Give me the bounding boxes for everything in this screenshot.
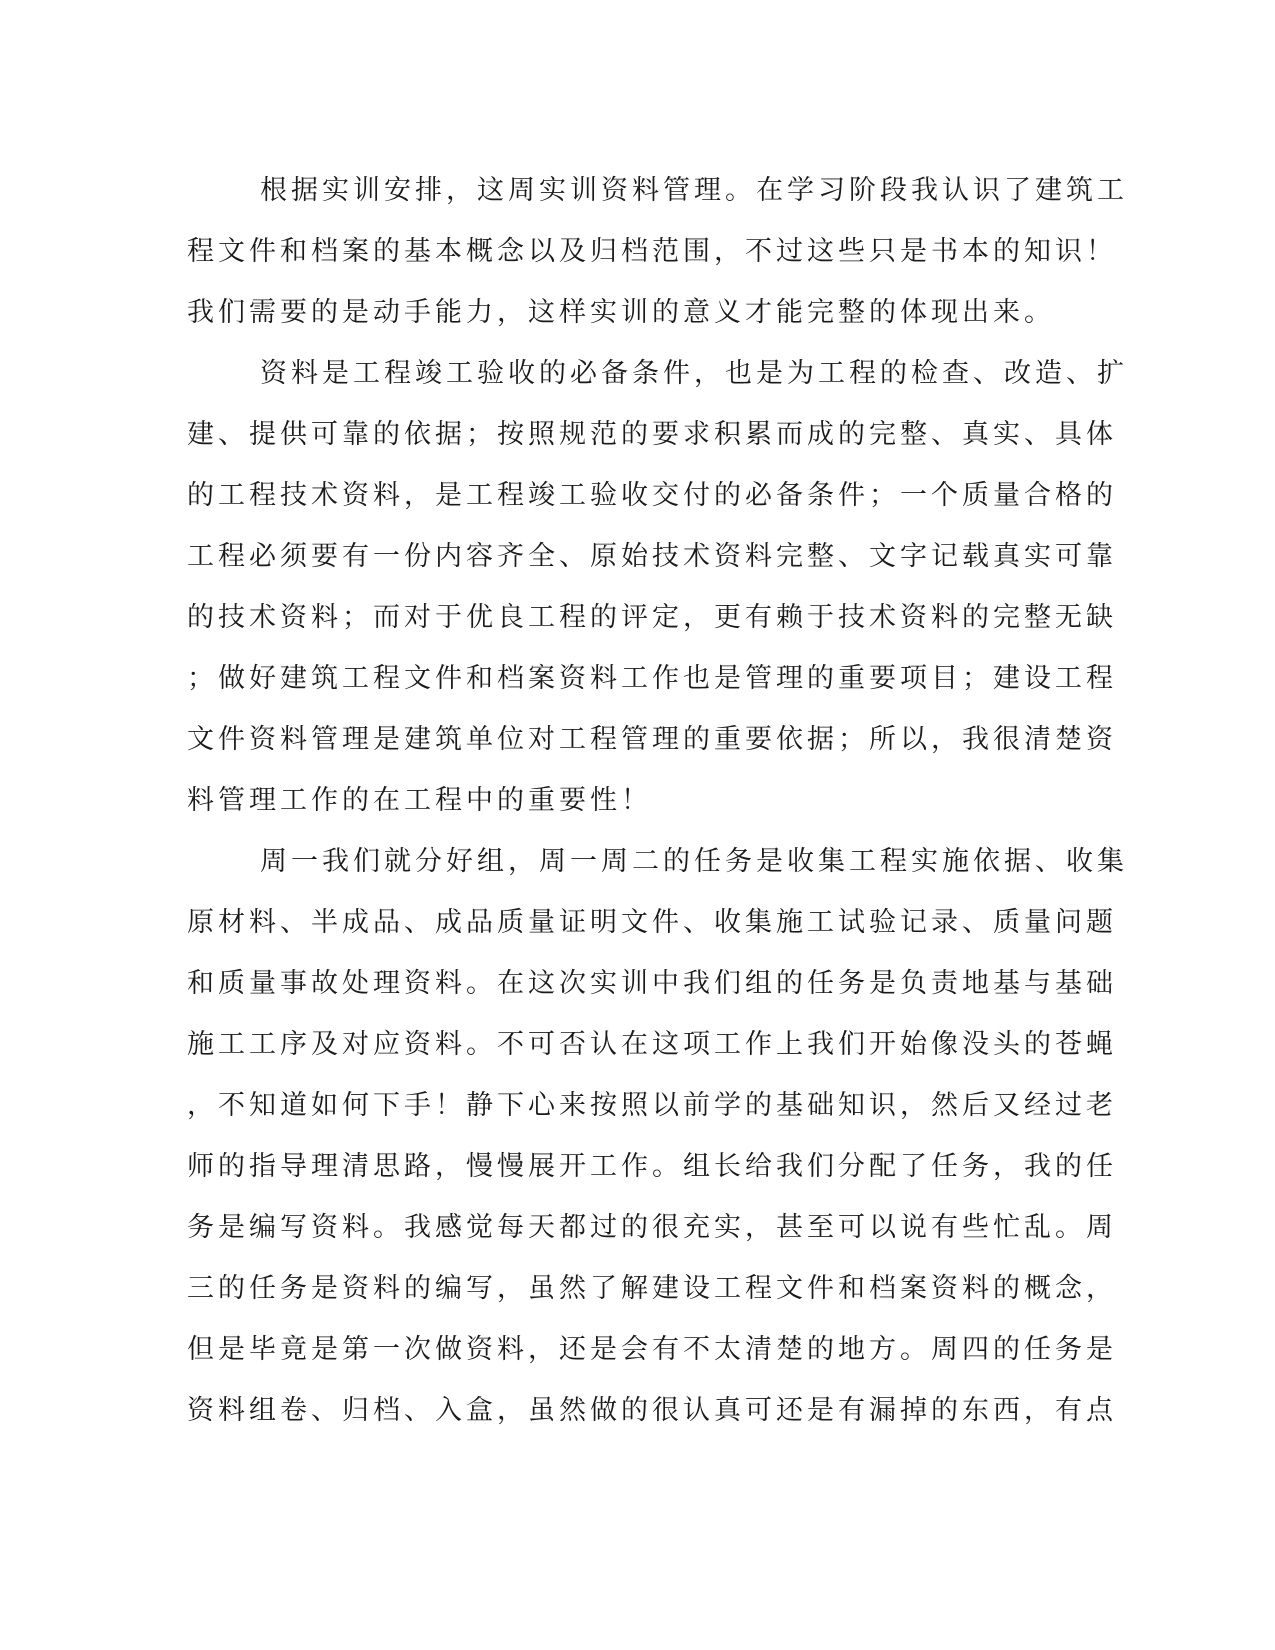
text-line: 的工程技术资料，是工程竣工验收交付的必备条件；一个质量合格的 bbox=[187, 480, 1117, 511]
text-line: 三的任务是资料的编写，虽然了解建设工程文件和档案资料的概念， bbox=[187, 1273, 1117, 1304]
text-line: 务是编写资料。我感觉每天都过的很充实，甚至可以说有些忙乱。周 bbox=[187, 1212, 1117, 1243]
text-line: 原材料、半成品、成品质量证明文件、收集施工试验记录、质量问题 bbox=[187, 907, 1117, 938]
text-line: 施工工序及对应资料。不可否认在这项工作上我们开始像没头的苍蝇 bbox=[187, 1029, 1117, 1060]
text-line: 周一我们就分好组，周一周二的任务是收集工程实施依据、收集 bbox=[260, 846, 1128, 877]
text-line: 和质量事故处理资料。在这次实训中我们组的任务是负责地基与基础 bbox=[187, 968, 1117, 999]
text-line: 资料是工程竣工验收的必备条件，也是为工程的检查、改造、扩 bbox=[260, 358, 1128, 389]
text-line: 师的指导理清思路，慢慢展开工作。组长给我们分配了任务，我的任 bbox=[187, 1151, 1117, 1182]
text-line: ；做好建筑工程文件和档案资料工作也是管理的重要项目；建设工程 bbox=[187, 663, 1117, 694]
text-line: 的技术资料；而对于优良工程的评定，更有赖于技术资料的完整无缺 bbox=[187, 602, 1117, 633]
text-line: ，不知道如何下手！静下心来按照以前学的基础知识，然后又经过老 bbox=[187, 1090, 1117, 1121]
text-line: 料管理工作的在工程中的重要性！ bbox=[187, 785, 652, 816]
text-line: 资料组卷、归档、入盒，虽然做的很认真可还是有漏掉的东西，有点 bbox=[187, 1395, 1117, 1426]
text-line: 但是毕竟是第一次做资料，还是会有不太清楚的地方。周四的任务是 bbox=[187, 1334, 1117, 1365]
text-line: 文件资料管理是建筑单位对工程管理的重要依据；所以，我很清楚资 bbox=[187, 724, 1117, 755]
text-line: 我们需要的是动手能力，这样实训的意义才能完整的体现出来。 bbox=[187, 297, 1055, 328]
document-body bbox=[187, 160, 1128, 1441]
text-line: 程文件和档案的基本概念以及归档范围，不过这些只是书本的知识！ bbox=[187, 236, 1117, 267]
text-line: 建、提供可靠的依据；按照规范的要求积累而成的完整、真实、具体 bbox=[187, 419, 1117, 450]
text-line: 工程必须要有一份内容齐全、原始技术资料完整、文字记载真实可靠 bbox=[187, 541, 1117, 572]
text-line: 根据实训安排，这周实训资料管理。在学习阶段我认识了建筑工 bbox=[260, 175, 1128, 206]
